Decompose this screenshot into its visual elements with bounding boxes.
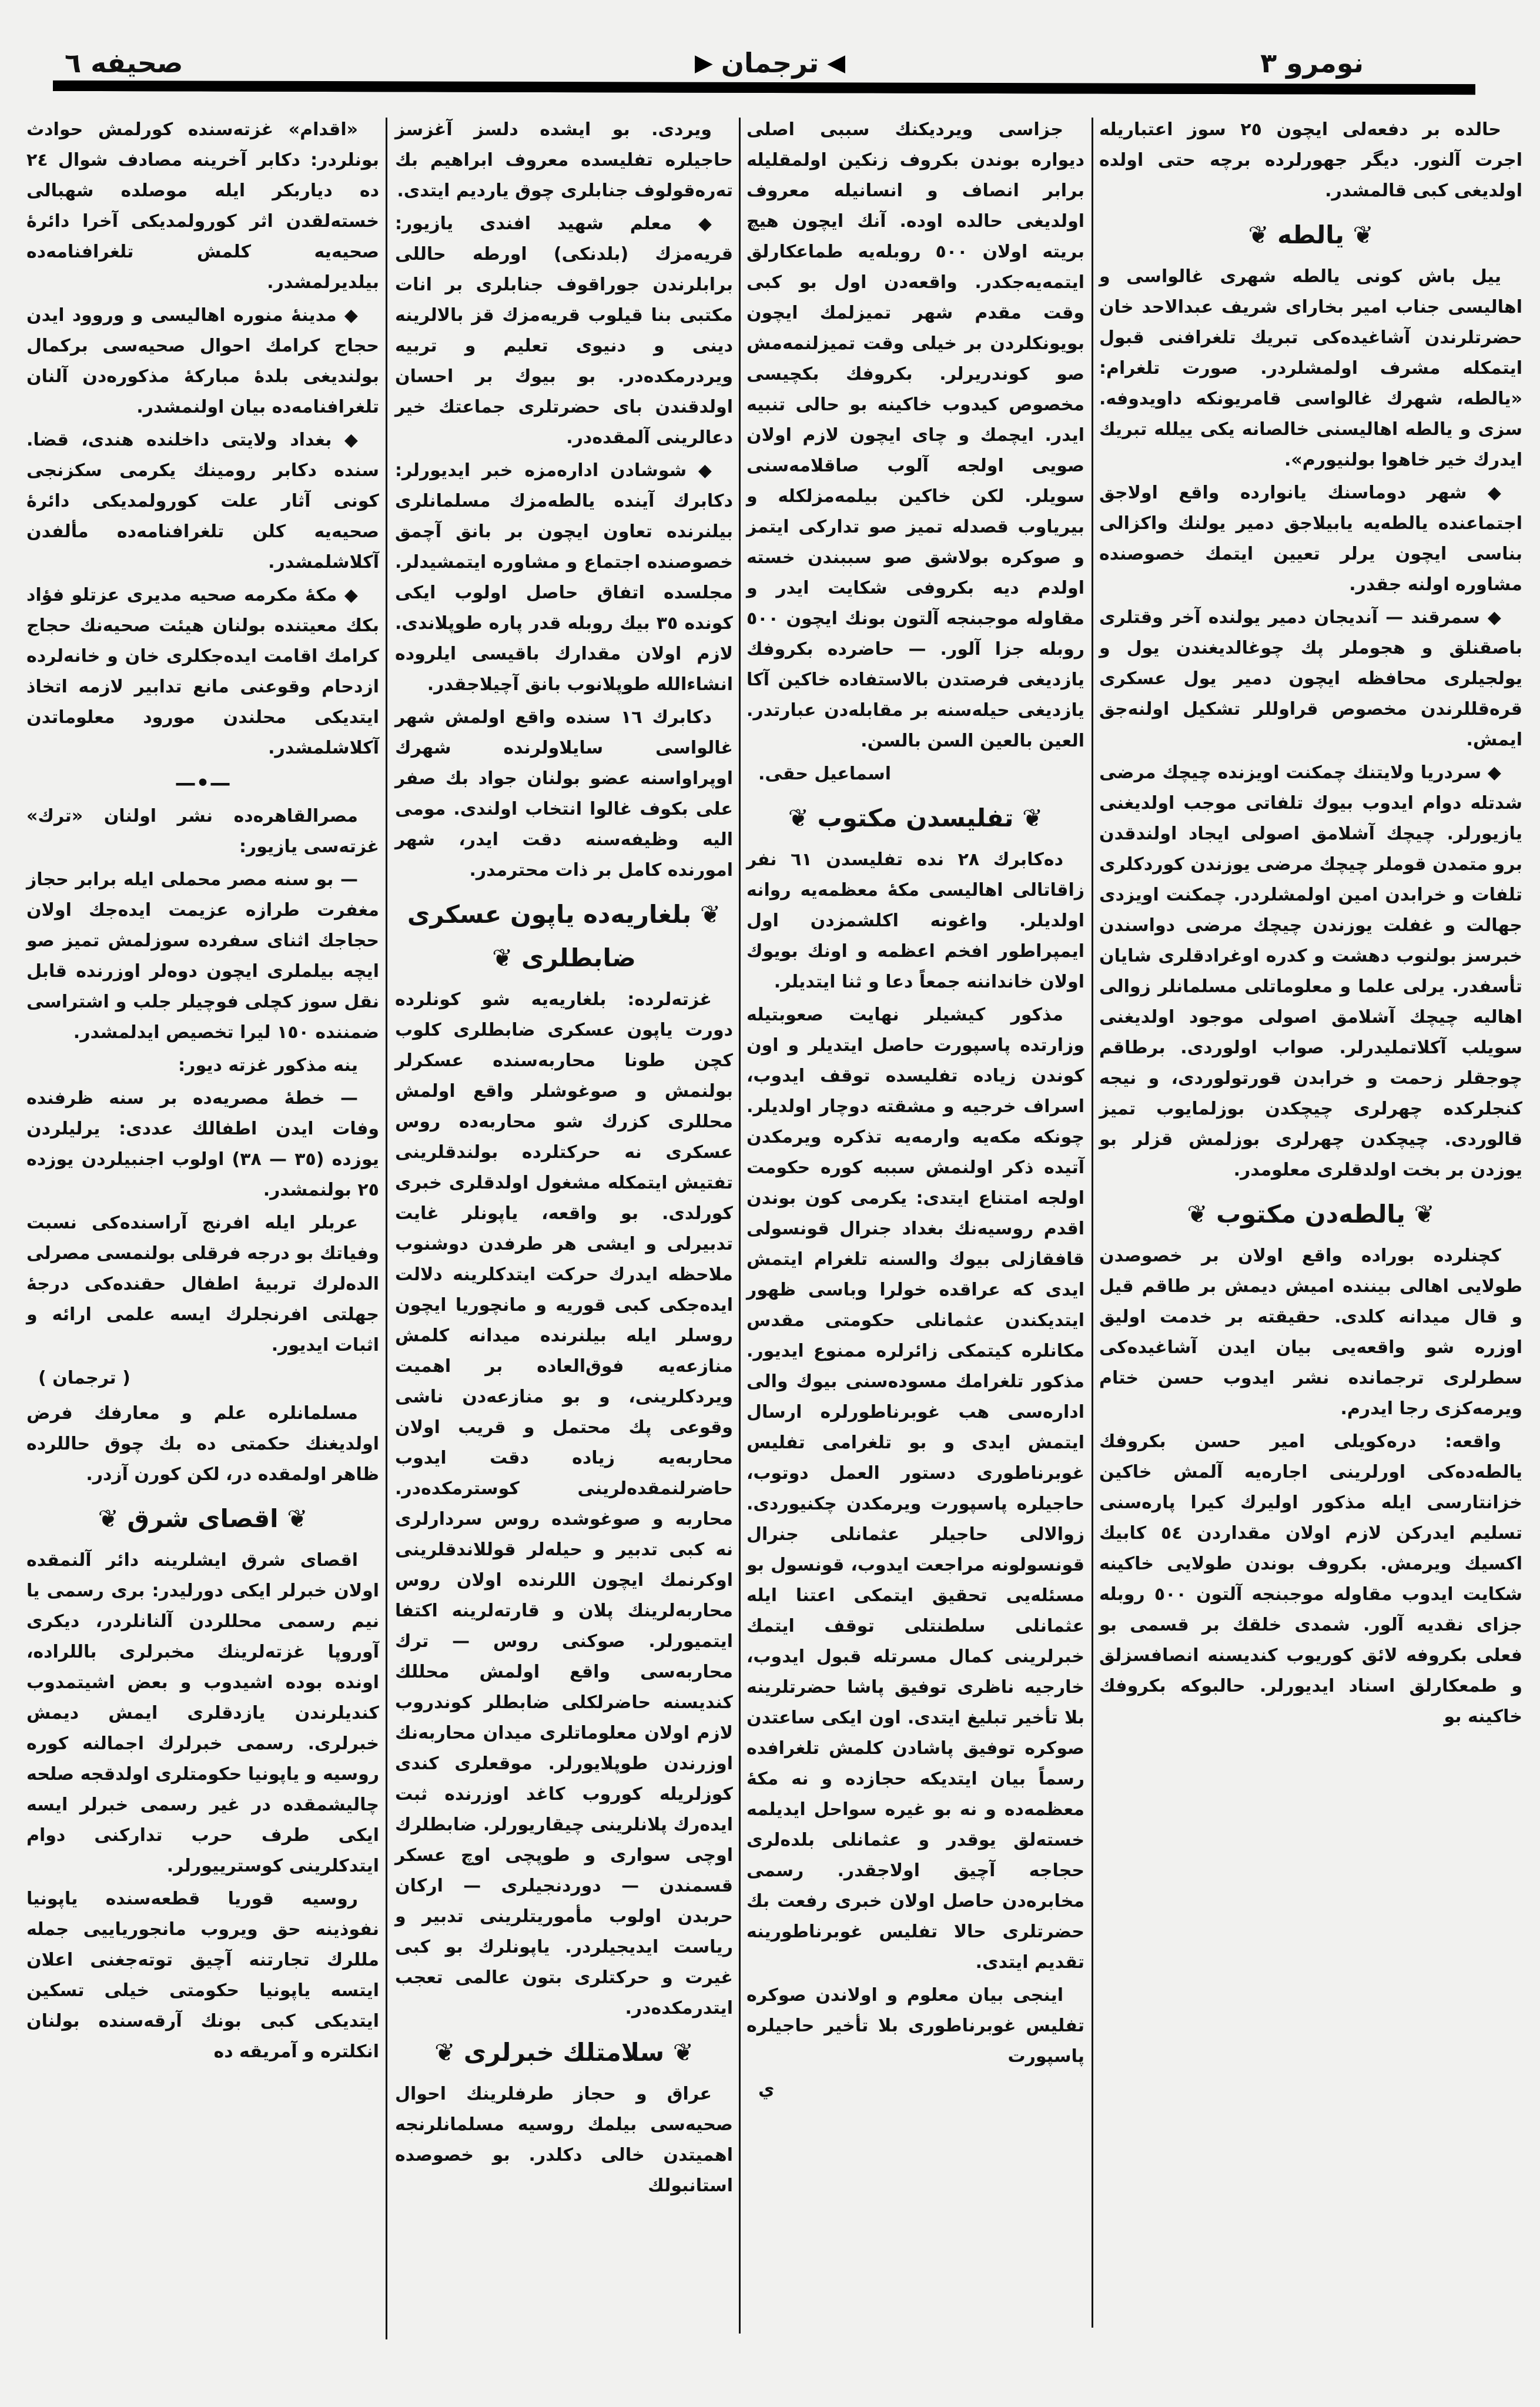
article-paragraph: ◆ مدينهٔ منوره اهاليسى و وروود ايدن حجاج كرامك احوال صحيه‌سى بركمال بولنديغى بلدهٔ مباركهٔ مذكوره‌دن آلنان تلغرافنامه‌ده بيان اولنمشدر.: [26, 305, 379, 417]
article-paragraph: ◆ سمرقند — آنديجان دمير يولنده آخر وقتلرى باصقنلق و هجوملر پك چوغالديغندن يول و يولجيلرى محافظه ايچون دمير يول عسكرى قره‌قللرندن مخصوص قراوللر تشكيل اولنه‌جق ايمش.: [1099, 607, 1522, 750]
section-heading-text: بلغاريه‌ده ياپون عسكرى ضابطلرى: [407, 900, 692, 972]
article-paragraph: اينجى بيان معلوم و اولاندن صوكره تفليس غوبرناطورى بلا تأخير حاجيلره پاسپورت: [746, 1985, 1084, 2067]
column-2: [746, 115, 1084, 2110]
section-heading-text: تفليسدن مكتوب: [817, 804, 1014, 832]
ornament-icon: ❦: [664, 2038, 694, 2067]
article-paragraph: دەكابرك ٢٨ نده تفليسدن ٦١ نفر زاقاتالى اهاليسى مكهٔ معظمه‌يه روانه اولديلر. واغونه اكلشمزدن اول ايمپراطور افخم اعظمه و اونك بويوك اولان خانداننه جمعاً دعا و ثنا ايتديلر.: [746, 849, 1084, 992]
column-3: [395, 115, 733, 2204]
column-divider: [386, 118, 387, 2339]
newspaper-title-text: ترجمان: [721, 47, 819, 79]
article-paragraph: ◆ بغداد ولايتى داخلنده هندى، قضا. سنده دكابر رومينك يكرمى سكزنجى كونى آثار علت كورولمديكى دائرهٔ صحيه‌يه كلن تلغرافنامه‌ده مألفدن آكلاشلمشدر.: [26, 430, 379, 573]
article-paragraph: ◆ مكهٔ مكرمه صحيه مديرى عزتلو فؤاد بكك معيتنده بولنان هيئت صحيه‌نك حجاج كرامك اقامت ايده‌جكلرى خان و خانه‌لرده ازدحام وقوعنى مانع تدابير لازمه اتخاذ ايتديكى محلندن مورود معلوماتدن آكلاشلمشدر.: [26, 585, 379, 758]
masthead-rule: [53, 81, 1475, 95]
article-paragraph: — بو سنه مصر محملى ايله برابر حجاز مغفرت طرازه عزيمت ايده‌جك اولان حجاجك اثناى سفرده سوزلمش تميز صو ايچه بيلملرى ايچون دوه‌لر اوزرنده قابل نقل سوز كچلى فوچيلر جلب و اشتراسى ضمننده ١٥٠ ليرا تخصيص ايدلمشدر.: [26, 869, 379, 1043]
signature: ي: [758, 2079, 775, 2100]
article-paragraph: مسلمانلره علم و معارفك فرض اولديغنك حكمتى ده بك چوق حاللرده ظاهر اولمقده در، لكن كورن آزدر.: [26, 1403, 379, 1485]
article-paragraph: ◆ معلم شهيد افندى يازيور: قريه‌مزك (بلدنكى) اورطه حاللى برابلرندن جوراقوف جنابلرى بر انات مكتبى بنا قيلوب قريه‌مزك قز بالالرينه دينى و دنيوى تعليم و تربيه ويردرمكده‌در. بو بيوك بر احسان اولدقندن باى حضرتلرى جماعتك خير دعالرينى آلمقده‌در.: [395, 213, 733, 448]
section-heading: [1099, 213, 1522, 257]
section-heading-text: يالطه: [1277, 220, 1344, 249]
article-paragraph: اقصاى شرق ايشلرينه دائر آلنمقده اولان خبرلر ايكى دورليدر: برى رسمى يا نيم رسمى محللردن آلنانلردر، ديكرى آوروپا غزته‌لرينك مخبرلرى باللراده، اونده بوده اشيدوب و بعض اشيتمدوب كنديلرندن يازدقلرى ايمش ديمش خبرلرى. رسمى خبرلرك اجمالنه كوره روسيه و ياپونيا حكومتلرى اولدقجه صلحه چاليشمقده در غير رسمى خبرلر ايسه ايكى طرف حرب تداركنى دوام ايتدكلرينى كوسترييورلر.: [26, 1550, 379, 1876]
article-paragraph: روسيه قوريا قطعه‌سنده ياپونيا نفوذينه حق ويروب مانجورياييى جمله مللرك تجارتنه آچيق توته‌جغنى اعلان ايتسه ياپونيا حكومتى خيلى تسكين ايتديكى كبى بونك آرقه‌سنده بولنان انكلتره و آمريقه ده: [26, 1889, 379, 2062]
article-paragraph: دكابرك ١٦ سنده واقع اولمش شهر غالواسى سايلاولرنده شهرك اوپراواسنه عضو بولنان جواد بك صفر على بكوف غالوا انتخاب اولندى. مومى اليه وظيفه‌سنه دقت ايدر، شهر امورنده كامل بر ذات محترمدر.: [395, 707, 733, 881]
ornament-icon: ❦: [1405, 1200, 1435, 1228]
ornament-icon: ❦: [1344, 220, 1374, 249]
article-paragraph: غزته‌لرده: بلغاريه‌يه شو كونلرده دورت ياپون عسكرى ضابطلرى كلوب كچن طونا محاربه‌سنده عسكرلر بولنمش و صوغوشلر واقع اولمش محللرى كزرك شو محاربه‌ده روس عسكرى نه حركتلرده بولندقلرينى تفتيش ايتمكله مشغول اولدقلرى خبرى كورلدى. بو واقعه، ياپونلر غايت تدبيرلى و ايشى هر طرفدن دوشنوب ملاحظه ايدرك حركت ايتدكلرينه دلالت ايده‌جكى كبى قوريه و مانچوريا ايچون روسلر ايله بيلنرنده ميدانه كلمش منازعه‌يه فوق‌العاده بر اهميت ويردكلرينى، و بو منازعه‌دن ناشى وقوعى پك محتمل و قريب اولان محاربه‌يه زياده دقت ايدوب حاضرلنمقده‌لرينى كوسترمكده‌در. محاربه و صوغوشده روس سردارلرى نه كبى تدبير و حيله‌لر قوللاندقلرينى اوكرنمك ايچون اللرنده اولان روس محاربه‌لرينك پلان و قارته‌لرينه اكتفا ايتميورلر. صوكنى روس — ترك محاربه‌سى واقع اولمش محللك كنديسنه حاضرلكلى ضابطلر كوندروب لازم اولان معلوماتلرى ميدان محاربه‌نك اوزرندن طوپلايورلر. موقعلرى كندى كوزلريله كوروب كاغد اوزرنده ثبت ايده‌رك پلانلرينى چيقاريورلر. ضابطلرك اوچى سوارى و طوپچى اوچ عسكر قسمندن — دوردنجيلرى — اركان حربدن اولوب مأموريتلرينى تدبير و رياست ايديجيلردر. ياپونلرك بو كبى غيرت و حركتلرى بتون عالمى تعجب ايتدرمكده‌در.: [395, 989, 733, 2018]
section-heading: [1099, 1193, 1522, 1236]
article-paragraph: ييل باش كونى يالطه شهرى غالواسى و اهاليسى جناب امير بخاراى شريف عبدالاحد خان حضرتلرندن آشاغيده‌كى تبريك تلغرافنى قبول ايتمكله مشرف اولمشلردر. صورت تلغرام: «يالطه، شهرك غالواسى قامريونكه داويدوفه. سزى و يالطه اهاليسنى خالصانه يكى ييلله تبريك ايدرك خير خاهوا بولنيورم».: [1099, 266, 1522, 470]
article-paragraph: ◆ شهر دوماسنك يانوارده واقع اولاجق اجتماعنده يالطه‌يه يابيلاجق دمير يولنك واكزالى بناسى ايچون يرلر تعيين ايتمك خصوصنده مشاوره اولنه جقدر.: [1099, 483, 1522, 595]
ornament-icon: ❦: [1013, 804, 1043, 832]
article-paragraph: ويردى. بو ايشده دلسز آغزسز حاجيلره تفليسده معروف ابراهيم بك تەرەقولوف جنابلرى چوق يارديم ايتدى.: [395, 119, 733, 201]
column-1: [1099, 115, 1522, 1735]
article-paragraph: عربلر ايله افرنج آراسنده‌كى نسبت وفياتك بو درجه فرقلى بولنمسى مصرلى الده‌لرك تربيهٔ اطفال حقنده‌كى درجهٔ جهلتى افرنجلرك ايسه علمى ارائه و اثبات ايديور.: [26, 1213, 379, 1355]
section-heading-text: سلامتلك خبرلرى: [463, 2038, 665, 2067]
ornament-icon: ◀: [827, 49, 845, 76]
issue-number: نومرو ٣: [1260, 47, 1364, 79]
ornament-icon: ❦: [98, 1504, 128, 1533]
section-heading: [26, 1497, 379, 1541]
masthead: [0, 0, 1540, 100]
article-paragraph: كچنلرده بوراده واقع اولان بر خصوصدن طولايى اهالى بيننده اميش ديمش بر طاقم قيل و قال ميدانه كلدى. حقيقته بر خدمت اوليق اوزره شو واقعه‌يى بيان ايدن آشاغيده‌كى سطرلرى ترجمانده نشر ايدوب حسن ختام ويرمه‌كزى رجا ايدرم.: [1099, 1246, 1522, 1419]
signature: اسماعيل حقى.: [758, 764, 892, 784]
ornament-icon: ❦: [788, 804, 818, 832]
ornament-icon: ❦: [691, 900, 721, 929]
article-paragraph: ينه مذكور غزته ديور:: [178, 1055, 358, 1076]
page-number: صحيفه ٦: [65, 47, 183, 79]
column-4: [26, 115, 379, 2070]
article-paragraph: مذكور كيشيلر نهايت صعوبتيله وزارتده پاسپورت حاصل ايتديلر و اون كوندن زياده تفليسده توقف ايدوب، اسراف خرجيه و مشقته دوچار اولديلر. چونكه مكه‌يه وارمه‌يه تذكره ويرمكدن آتيده ذكر اولنمش سببه كوره حكومت اولجه امتناع ايتدى: يكرمى كون بوندن اقدم روسيه‌نك بغداد جنرال قونسولى قافقازلى بيوك والسنه تلغرام ايتمش ايدى كه عراقده خولرا وباسى ظهور ايتديكندن عثمانلى حكومتى مقدس مكانلره كيتمكى زائرلره ممنوع ايديور. مذكور تلغرامك مسوده‌سنى بيوك والى اداره‌سى هب غوبرناطورلره ارسال ايتمش ايدى و بو تلغرامى تفليس غوبرناطورى دستور العمل دوتوب، حاجيلره پاسپورت ويرمكدن چكنيوردى. زوالالى حاجيلر عثمانلى جنرال قونسولونه مراجعت ايدوب، قونسول بو مسئله‌يى تحقيق ايتمكى اعتنا ايله عثمانلى سلطنتلى توقف ايتمك خبرلرينى كمال مسرتله قبول ايدوب، خارجيه ناظرى توفيق پاشا حضرتلرينه بلا تأخير تبليغ ايتدى. اون ايكى ساعتدن صوكره توفيق پاشادن كلمش تلغرافده رسماً بيان ايتديكه حجازده و نه مكهٔ معظمه‌ده و نه بو غيره سواحل ايديلمه خسته‌لق يوقدر و عثمانلى بلده‌لرى حجاجه آچيق اولاجقدر. رسمى مخابره‌دن حاصل اولان خبرى رفعت بك حضرتلرى حالا تفليس غوبرناطورينه تقديم ايتدى.: [746, 1005, 1084, 1973]
newspaper-title: [695, 47, 845, 79]
column-divider: [739, 118, 741, 2334]
ornament-icon: ▶: [695, 49, 713, 76]
ornament-icon: ❦: [278, 1504, 308, 1533]
ornament-icon: ❦: [1187, 1200, 1217, 1228]
article-paragraph: «اقدام» غزته‌سنده كورلمش حوادث بونلردر: دكابر آخرينه مصادف شوال ٢٤ ده دياربكر ايله موصلده شهبالى خسته‌لقدن اثر كورولمديكى آخرا دائرهٔ صحيه‌يه كلمش تلغرافنامه‌ده بيلديرلمشدر.: [26, 119, 379, 293]
signature: ( ترجمان ): [38, 1368, 130, 1388]
article-paragraph: مصرالقاهره‌ده نشر اولنان «ترك» غزته‌سى يازيور:: [26, 806, 379, 857]
ornament-icon: ❦: [434, 2038, 464, 2067]
article-paragraph: واقعه: دره‌كويلى امير حسن بكروفك يالطه‌ده‌كى اورلرينى اجاره‌يه آلمش خاكين خزانتارسى ايله مذكور اوليرك كيرا پاره‌سنى تسليم ايدركن لازم اولان مقداردن ٥٤ كابيك اكسيك ويرمش. بكروف بوندن طولايى خاكينه شكايت ايدوب مقاوله موجبنجه آلتون ٥٠٠ روبله جزاى نقديه آلور. شمدى خلقك بر قسمى بو فعلى بكروفه لائق كوريوب كنديسنه انصافسزلق و طمعكارلق اسناد ايديورلر. حالبوكه بكروفك خاكينه بو: [1099, 1431, 1522, 1727]
ornament-icon: ❦: [492, 943, 521, 972]
section-heading: [395, 2031, 733, 2074]
article-paragraph: — خطهٔ مصريه‌ده بر سنه ظرفنده وفات ايدن اطفالك عددى: يرليلردن يوزده (٣٥ — ٣٨) اولوب اجنبيلردن يوزده ٢٥ بولنمشدر.: [26, 1088, 380, 1200]
section-heading: [395, 893, 733, 980]
article-paragraph: جزاسى ويرديكنك سببى اصلى ديواره بوندن بكروف زنكين اولمقليله برابر انصاف و انسانيله معروف اولديغى حالده اوده. آنك ايچون هيچ بريته اولان ٥٠٠ روبله‌يه طماعكارلق ايتمه‌يه‌جكدر. واقعه‌دن اول بو كبى وقت مقدم شهر تميزلمك ايچون بويونكلردن بر خيلى وقت تميزلنمه‌مش صو كوندريرلر. بكروفك بكچيسى مخصوص كيدوب خاكينه بو حالى تنبيه ايدر. ايچمك و چاى ايچون لازم اولان صويى اولجه آلوب صاقلامه‌سنى سويلر. لكن خاكين بيلمه‌مزلكله و بيرياوب قصدله تميز صو تداركى ايتمز و صوكره بولاشق صو سببندن خسته اولدم ديه بكروفى شكايت ايدر و مقاوله موجبنجه آلتون بونك ايچون ٥٠٠ روبله جزا آلور. — حاضرده بكروفك يازديغى فرصتدن بالاستفاده خاكين آكا يازديغى حيله‌سنه بر مقابله‌دن عبارتدر. العين بالعين السن بالسن.: [746, 119, 1084, 751]
separator: —•—: [175, 771, 231, 795]
column-divider: [1092, 118, 1093, 2328]
section-heading: [746, 796, 1084, 840]
section-heading-text: يالطه‌دن مكتوب: [1216, 1200, 1405, 1228]
article-paragraph: ◆ سردريا ولايتنك چمكنت اويزنده چيچك مرضى شدتله دوام ايدوب بيوك تلفاتى موجب اولديغنى يازيورلر. چيچك آشلامق اصولى ايجاد اولندقدن برو متمدن قوملر چيچك مرضى يوزندن كوردكلرى تلفات و خرابدن امين اولمشلردر. چمكنت اويزدى جهالت و غفلت يوزندن چيچك مرضى دواسندن خبرسز بولنوب دهشت و كدره اوغرادقلرى شايان تأسفدر. يرلى علما و معلوماتلى مسلمانلر زوالى اهاليه چيچك آشلامق اصولى موجود اولديغنى سويلب آكلاتمليدرلر. صواب اولوردى. برطاقم چوجقلر زحمت و خرابدن قورتولوردى، و نيجه كنجلركده چهرلرى چيچكدن بوزلمايوب تميز قالوردى. چيچكدن چهرلرى بوزلمش قزلر بو يوزدن بر بخت اولدقلرى معلومدر.: [1099, 762, 1522, 1180]
article-paragraph: عراق و حجاز طرفلرينك احوال صحيه‌سى بيلمك روسيه مسلمانلرنجه اهميتدن خالى دكلدر. بو خصوصده استانبولك: [395, 2084, 733, 2196]
article-paragraph: ◆ شوشادن اداره‌مزه خبر ايديورلر: دكابرك آينده يالطه‌مزك مسلمانلرى بيلنرنده تعاون ايچون بر بانق آچمق خصوصنده اجتماع و مشاوره ايتمشيدلر. مجلسده اتفاق حاصل اولوب ايكى كونده ٣٥ بيك روبله قدر پاره طوپلاندى. لازم اولان مقدارك باقيسى ايلروده انشاءالله طوپلانوب بانق آچيلاجقدر.: [395, 460, 733, 695]
ornament-icon: ❦: [1248, 220, 1278, 249]
article-paragraph: حالده بر دفعه‌لى ايچون ٢٥ سوز اعتباريله اجرت آلنور. ديگر جهورلرده برچه حتى اولده اولديغى كبى قالمشدر.: [1099, 119, 1522, 201]
section-heading-text: اقصاى شرق: [127, 1504, 279, 1533]
